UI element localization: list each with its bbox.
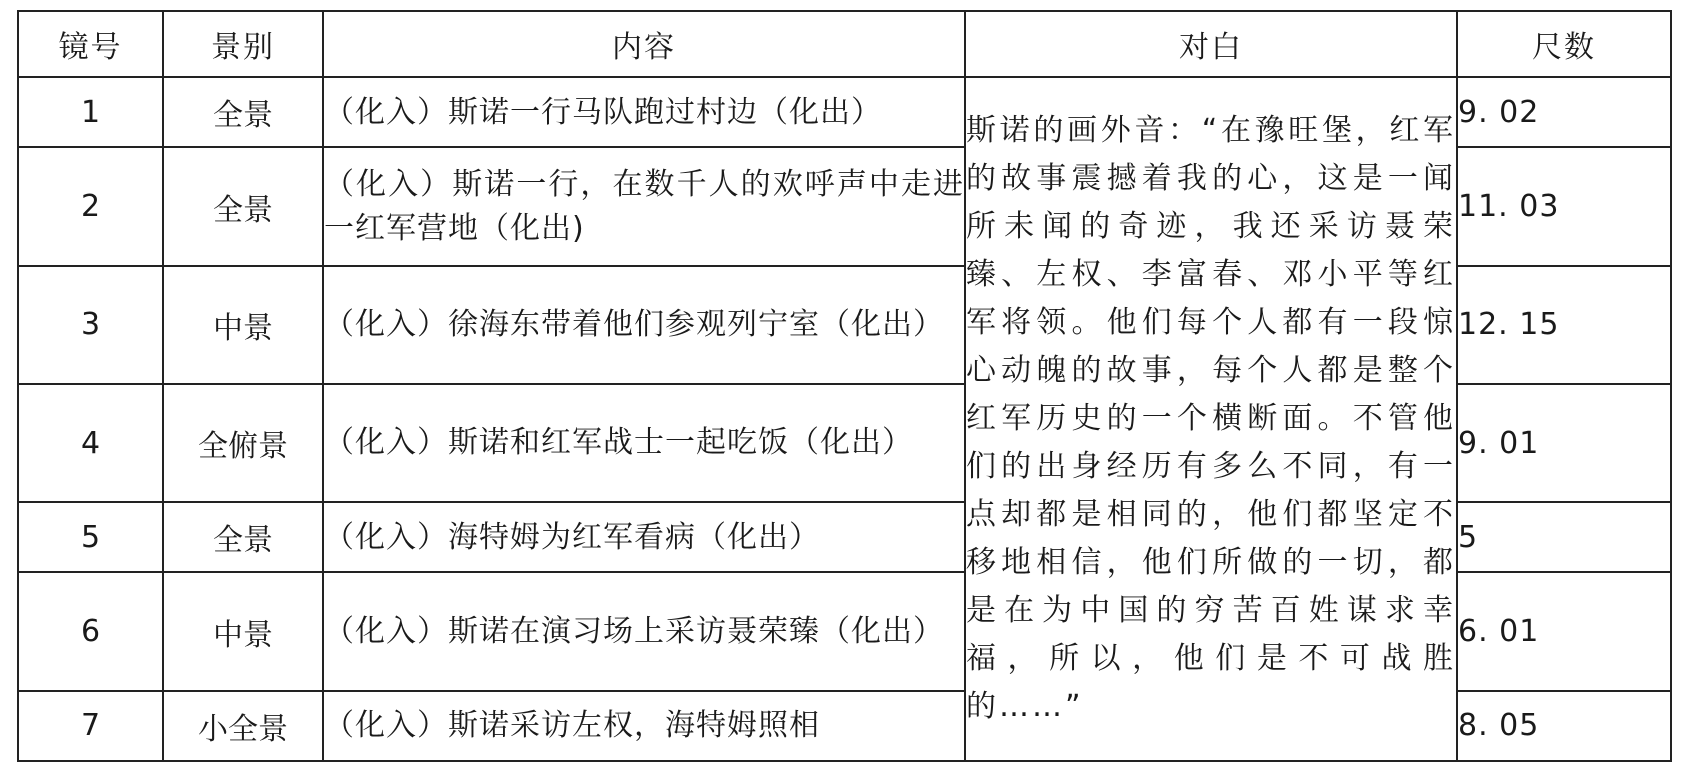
shot-number-cell: 6 — [18, 572, 163, 690]
footage-cell: 11. 03 — [1457, 147, 1671, 265]
shot-size-cell: 小全景 — [163, 691, 323, 761]
content-cell: （化入）斯诺在演习场上采访聂荣臻（化出） — [323, 572, 965, 690]
shot-number-cell: 4 — [18, 384, 163, 502]
content-cell: （化入）斯诺一行，在数千人的欢呼声中走进一红军营地（化出) — [323, 147, 965, 265]
content-cell: （化入）斯诺和红军战士一起吃饭（化出） — [323, 384, 965, 502]
shot-size-cell: 中景 — [163, 266, 323, 384]
shot-number-cell: 7 — [18, 691, 163, 761]
shot-size-cell: 全景 — [163, 147, 323, 265]
shot-list-table — [17, 10, 1672, 762]
footage-cell: 9. 02 — [1457, 77, 1671, 147]
content-cell: （化入）斯诺一行马队跑过村边（化出） — [323, 77, 965, 147]
content-cell: （化入）斯诺采访左权，海特姆照相 — [323, 691, 965, 761]
footage-cell: 6. 01 — [1457, 572, 1671, 690]
header-row — [18, 11, 1671, 77]
header-dialogue: 对白 — [965, 11, 1457, 77]
shot-number-cell: 3 — [18, 266, 163, 384]
shot-size-cell: 全俯景 — [163, 384, 323, 502]
shot-number-cell: 1 — [18, 77, 163, 147]
header-content: 内容 — [323, 11, 965, 77]
header-shot-size: 景别 — [163, 11, 323, 77]
content-cell: （化入）徐海东带着他们参观列宁室（化出） — [323, 266, 965, 384]
footage-cell: 8. 05 — [1457, 691, 1671, 761]
shot-number-cell: 2 — [18, 147, 163, 265]
footage-cell: 9. 01 — [1457, 384, 1671, 502]
dialogue-cell: 斯诺的画外音：“在豫旺堡，红军的故事震撼着我的心，这是一闻所未闻的奇迹，我还采访聂荣臻、左权、李富春、邓小平等红军将领。他们每个人都有一段惊心动魄的故事，每个人都是整个红军历史的一个横断面。不管他们的出身经历有多么不同，有一 点却都是相同的，他们都坚定不移地相信，他们所做的一切，都是在为中国的穷苦百姓谋求幸福，所以，他们是不可战胜的……” — [965, 77, 1457, 761]
footage-cell: 12. 15 — [1457, 266, 1671, 384]
shot-number-cell: 5 — [18, 502, 163, 572]
shot-size-cell: 全景 — [163, 502, 323, 572]
table-row — [18, 77, 1671, 147]
shot-size-cell: 全景 — [163, 77, 323, 147]
content-cell: （化入）海特姆为红军看病（化出） — [323, 502, 965, 572]
header-shot-number: 镜号 — [18, 11, 163, 77]
header-footage: 尺数 — [1457, 11, 1671, 77]
footage-cell: 5 — [1457, 502, 1671, 572]
shot-size-cell: 中景 — [163, 572, 323, 690]
